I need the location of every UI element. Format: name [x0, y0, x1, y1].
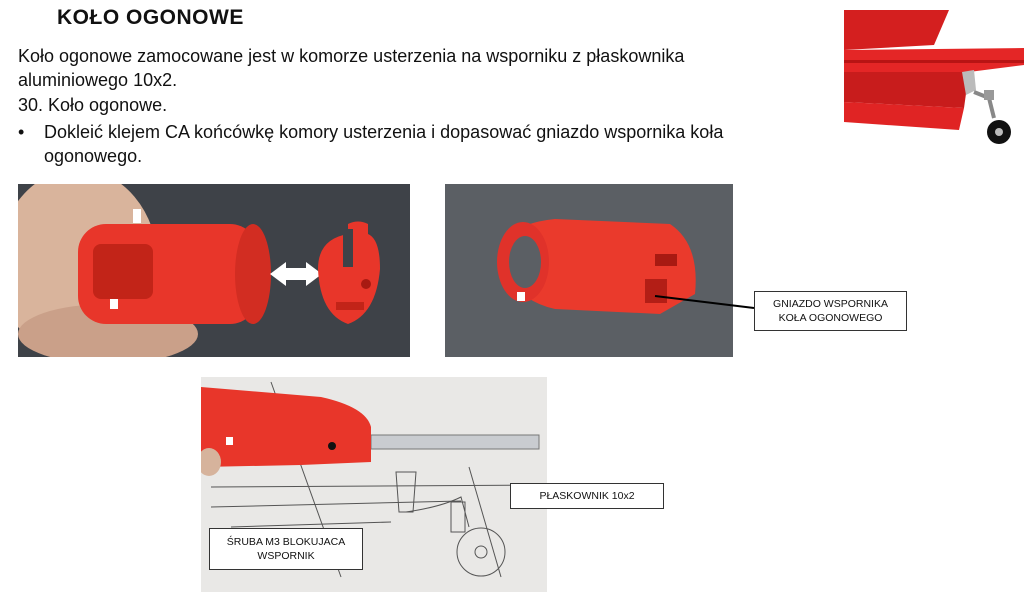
page-title: KOŁO OGONOWE [57, 6, 244, 29]
step-label: 30. Koło ogonowe. [18, 95, 168, 115]
bullet-text: Dokleić klejem CA końcówkę komory usterzenia i dopasować gniazdo wspornika koła ogonowego. [44, 122, 724, 166]
intro-text: Koło ogonowe zamocowane jest w komorze usterzenia na wsporniku z płaskownika aluminiowego 10x2. [18, 46, 685, 90]
bullet-marker: • [18, 122, 25, 142]
callout-socket [754, 291, 907, 331]
callout-socket-line2: KOŁA OGONOWEGO [778, 312, 883, 324]
callout-screw-line1: ŚRUBA M3 BLOKUJACA [226, 536, 346, 548]
callout-screw-line2: WSPORNIK [257, 550, 315, 562]
callout-socket-line1: GNIAZDO WSPORNIKA [773, 298, 888, 310]
callout-flat-bar-label: PŁASKOWNIK 10x2 [539, 490, 635, 502]
callout-flat-bar [510, 483, 664, 509]
callout-screw [209, 528, 363, 570]
